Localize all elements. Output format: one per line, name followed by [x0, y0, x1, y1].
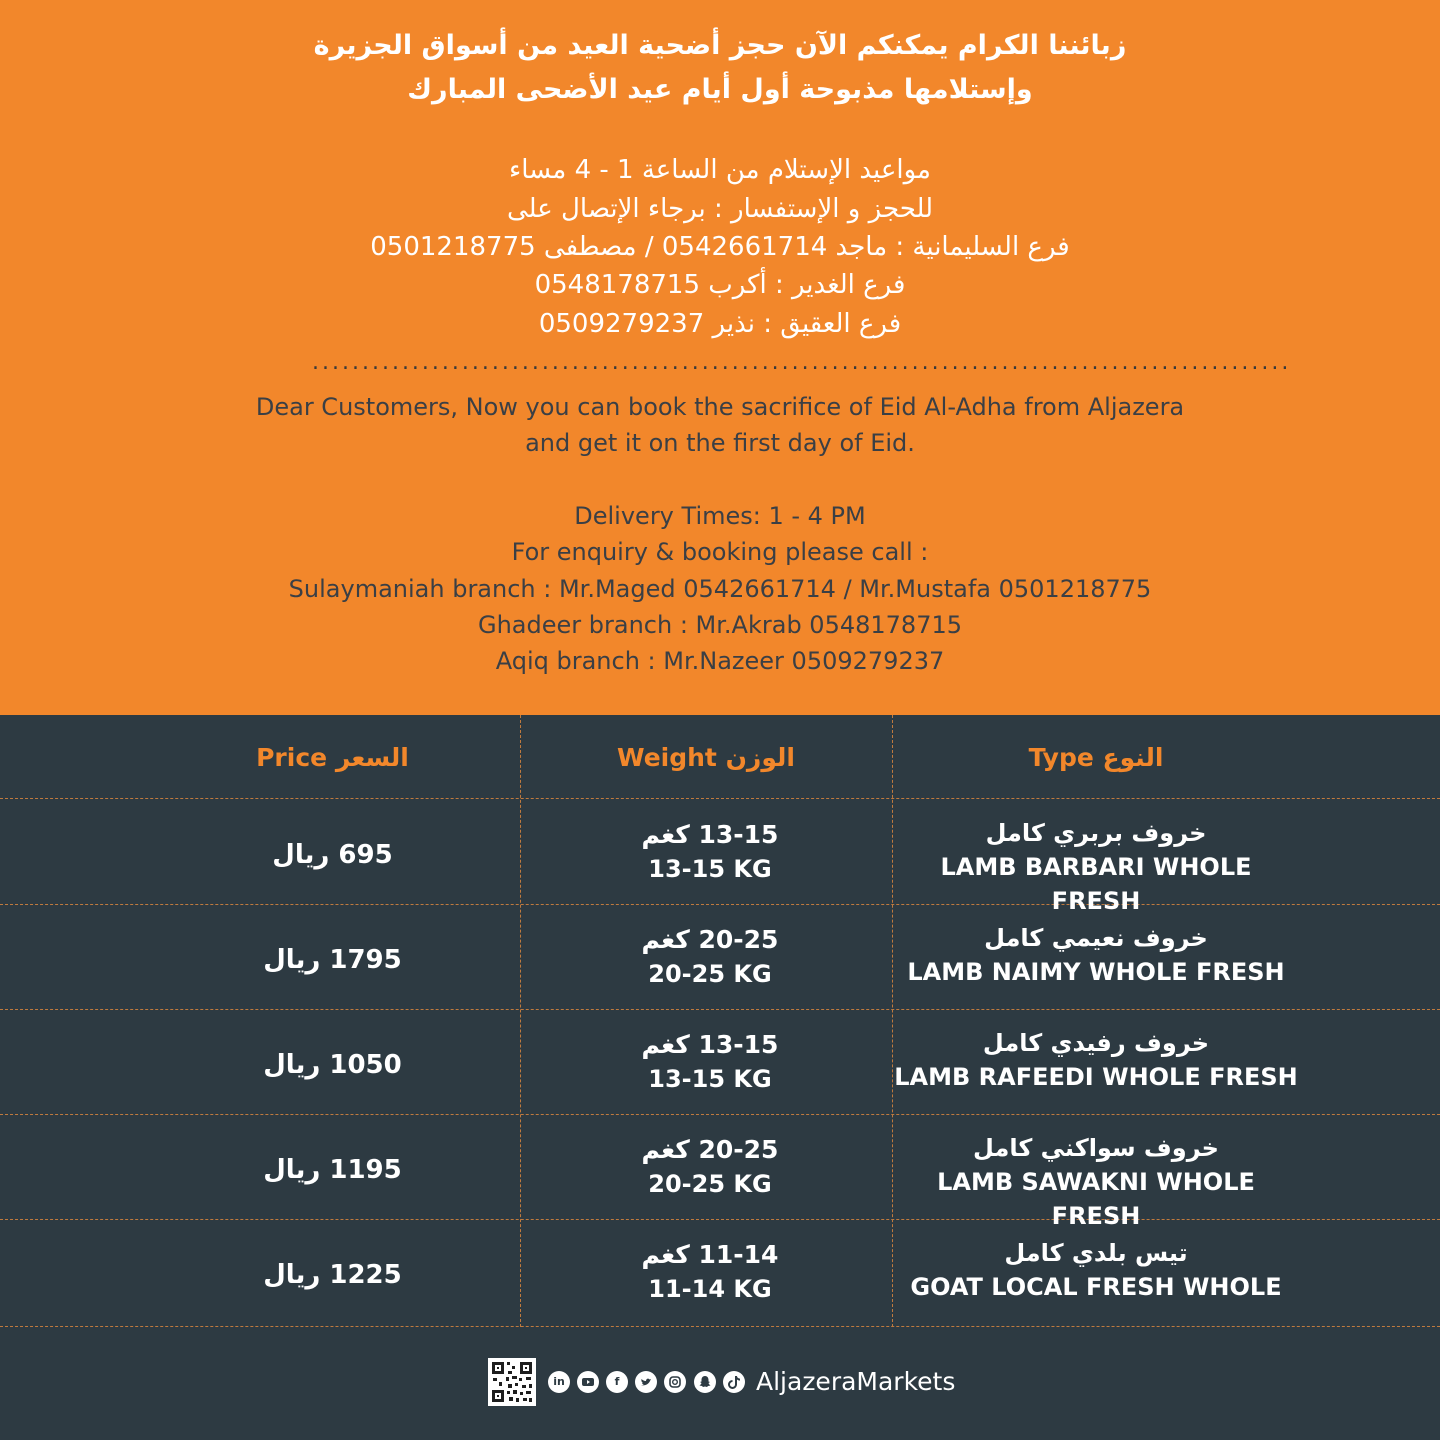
type-arabic: خروف نعيمي كامل — [984, 924, 1208, 952]
header-weight: Weight الوزن — [617, 743, 795, 772]
table-row — [892, 1026, 1300, 1094]
english-booking-note: For enquiry & booking please call : — [511, 538, 929, 566]
table-row — [520, 1238, 900, 1306]
row-divider — [0, 798, 1440, 799]
row-divider — [0, 1114, 1440, 1115]
tiktok-icon[interactable] — [723, 1371, 745, 1393]
table-row — [520, 1133, 900, 1201]
weight-english: 13-15 KG — [648, 1065, 772, 1093]
english-intro-line2: and get it on the first day of Eid. — [525, 429, 915, 457]
header-type: Type النوع — [1028, 743, 1164, 772]
english-intro-line1: Dear Customers, Now you can book the sacrifice of Eid Al-Adha from Aljazera — [255, 393, 1185, 421]
snapchat-icon[interactable] — [694, 1371, 716, 1393]
english-aqiq-branch: Aqiq branch : Mr.Nazeer 0509279237 — [495, 647, 945, 675]
dotted-divider: .................................................................................................. — [312, 350, 1292, 375]
arabic-sulaymaniah-branch: فرع السليمانية : ماجد 0542661714 / مصطفى 0501218775 — [370, 232, 1070, 262]
table-row — [520, 1028, 900, 1096]
footer — [0, 1340, 1440, 1440]
youtube-icon[interactable] — [577, 1371, 599, 1393]
type-english: LAMB SAWAKNI WHOLE FRESH — [937, 1168, 1255, 1230]
weight-english: 20-25 KG — [648, 1170, 772, 1198]
instagram-icon[interactable] — [664, 1371, 686, 1393]
table-row — [892, 816, 1300, 918]
facebook-icon[interactable]: f — [606, 1371, 628, 1393]
weight-arabic: 20-25 كغم — [641, 1135, 779, 1164]
twitter-icon[interactable] — [635, 1371, 657, 1393]
type-english: LAMB RAFEEDI WHOLE FRESH — [894, 1063, 1298, 1091]
weight-arabic: 13-15 كغم — [641, 820, 779, 849]
type-arabic: خروف بربري كامل — [985, 819, 1207, 847]
weight-arabic: 20-25 كغم — [641, 925, 779, 954]
weight-arabic: 11-14 كغم — [641, 1240, 779, 1269]
type-arabic: خروف رفيدي كامل — [982, 1029, 1210, 1057]
row-divider — [0, 1009, 1440, 1010]
weight-english: 11-14 KG — [648, 1275, 772, 1303]
arabic-delivery-times: مواعيد الإستلام من الساعة 1 - 4 مساء — [509, 155, 931, 185]
table-row — [520, 818, 900, 886]
arabic-headline-line1: زبائننا الكرام يمكنكم الآن حجز أضحية العيد من أسواق الجزيرة — [313, 30, 1127, 61]
header-price: Price السعر — [256, 743, 409, 772]
type-english: LAMB NAIMY WHOLE FRESH — [907, 958, 1285, 986]
english-delivery-times: Delivery Times: 1 - 4 PM — [574, 502, 866, 530]
row-divider — [0, 1326, 1440, 1327]
table-row — [520, 923, 900, 991]
type-english: GOAT LOCAL FRESH WHOLE — [910, 1273, 1282, 1301]
price-value: 695 ريال — [272, 840, 393, 870]
price-value: 1795 ريال — [263, 945, 402, 975]
weight-arabic: 13-15 كغم — [641, 1030, 779, 1059]
type-english: LAMB BARBARI WHOLE FRESH — [940, 853, 1252, 915]
table-row — [892, 1236, 1300, 1304]
price-value: 1225 ريال — [263, 1260, 402, 1290]
orange-announcement-panel — [0, 0, 1440, 715]
arabic-ghadeer-branch: فرع الغدير : أكرب 0548178715 — [534, 270, 906, 300]
price-value: 1195 ريال — [263, 1155, 402, 1185]
weight-english: 20-25 KG — [648, 960, 772, 988]
linkedin-icon[interactable]: in — [548, 1371, 570, 1393]
type-arabic: تيس بلدي كامل — [1004, 1239, 1188, 1267]
brand-handle: AljazeraMarkets — [756, 1367, 956, 1396]
type-arabic: خروف سواكني كامل — [973, 1134, 1219, 1162]
arabic-booking-note: للحجز و الإستفسار : برجاء الإتصال على — [506, 194, 934, 224]
price-value: 1050 ريال — [263, 1050, 402, 1080]
weight-english: 13-15 KG — [648, 855, 772, 883]
price-table — [0, 715, 1440, 1327]
table-row — [892, 921, 1300, 989]
column-divider — [520, 715, 521, 1327]
qr-code-icon[interactable] — [488, 1358, 536, 1406]
english-sulaymaniah-branch: Sulaymaniah branch : Mr.Maged 0542661714 / Mr.Mustafa 0501218775 — [288, 575, 1152, 603]
arabic-aqiq-branch: فرع العقيق : نذير 0509279237 — [538, 309, 902, 339]
arabic-headline-line2: وإستلامها مذبوحة أول أيام عيد الأضحى المبارك — [407, 74, 1033, 105]
table-row — [892, 1131, 1300, 1233]
english-ghadeer-branch: Ghadeer branch : Mr.Akrab 0548178715 — [478, 611, 962, 639]
